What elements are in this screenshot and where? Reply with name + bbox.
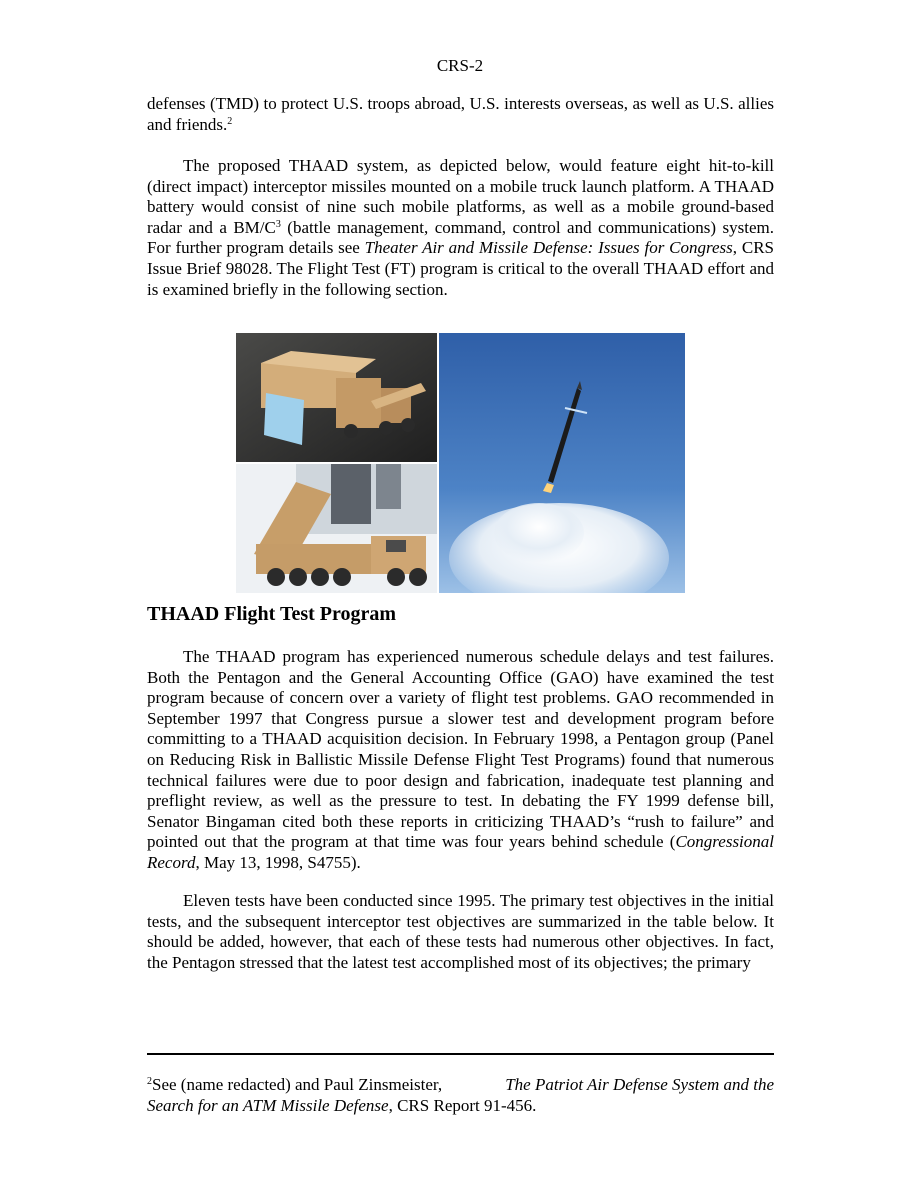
para2-text-c: , CRS Issue Brief 98028. The Flight Test (FT) program is critical to the overall THAAD effort and is examined briefly in the following section.: [147, 238, 774, 299]
footnote-report-title-part1: The Patriot Air Defense System and the: [505, 1075, 774, 1094]
para2-text-b: (battle management, command, control and communications) system. For further program details see: [147, 217, 774, 258]
footnote-ref-2[interactable]: 2: [227, 115, 233, 127]
page-header: CRS-2: [436, 56, 484, 75]
congressional-record-title: Congressional Record: [147, 832, 774, 872]
paragraph-flight-test-problems: [147, 647, 774, 874]
footnote-report-title-part2: Search for an ATM Missile Defense: [147, 1096, 389, 1115]
superscript-3: 3: [275, 218, 281, 230]
launcher-truck-photo: [236, 464, 437, 593]
paragraph-system-description: [147, 156, 774, 300]
footnote-report-number: , CRS Report 91-456.: [388, 1096, 537, 1115]
footnote-authors: See (name redacted) and Paul Zinsmeister,: [152, 1075, 443, 1094]
footnote-divider: [147, 1053, 774, 1055]
issue-brief-title: Theater Air and Missile Defense: Issues for Congress: [364, 238, 733, 258]
radar-vehicle-photo: [236, 333, 437, 462]
para3-text-a: The THAAD program has experienced numerous schedule delays and test failures. Both the Pentagon and the General Accounting Office (GAO) have examined the test program because of concern over a variety of flight test problems. GAO recommended in September 1997 that Congress pursue a slower test and development program before committing to a THAAD acquisition decision. In February 1998, a Pentagon group (Panel on Reducing Risk in Ballistic Missile Defense Flight Test Programs) found that numerous technical failures were due to poor design and fabrication, inadequate test planning and preflight review, as well as the pressure to test. In debating the FY 1999 defense bill, Senator Bingaman cited both these reports in criticizing THAAD’s “rush to failure” and pointed out that the program at that time was four years behind schedule (: [147, 647, 774, 852]
footnote-number: 2: [147, 1076, 152, 1087]
para2-text-a: The proposed THAAD system, as depicted below, would feature eight hit-to-kill (direct impact) interceptor missiles mounted on a mobile truck launch platform. A THAAD battery would consist of nine such mobile platforms, as well as a mobile ground-based radar and a BM/C: [147, 156, 774, 237]
footnote: [147, 1074, 774, 1116]
paragraph-intro: [147, 94, 774, 135]
para3-text-b: , May 13, 1998, S4755).: [195, 852, 361, 872]
missile-launch-photo: [439, 333, 685, 593]
thaad-photo-collage: [236, 333, 685, 593]
footnote-line-2: [147, 1095, 774, 1116]
footnote-line-1: [147, 1074, 774, 1095]
para1-text: defenses (TMD) to protect U.S. troops abroad, U.S. interests overseas, as well as U.S. allies and friends.: [147, 94, 774, 134]
paragraph-test-objectives: [147, 891, 774, 973]
para4-text: Eleven tests have been conducted since 1995. The primary test objectives in the initial tests, and the subsequent interceptor test objectives are summarized in the table below. It should be added, however, that each of these tests had numerous other objectives. In fact, the Pentagon stressed that the latest test accomplished most of its objectives; the primary: [147, 891, 774, 972]
section-heading: THAAD Flight Test Program: [147, 603, 397, 625]
